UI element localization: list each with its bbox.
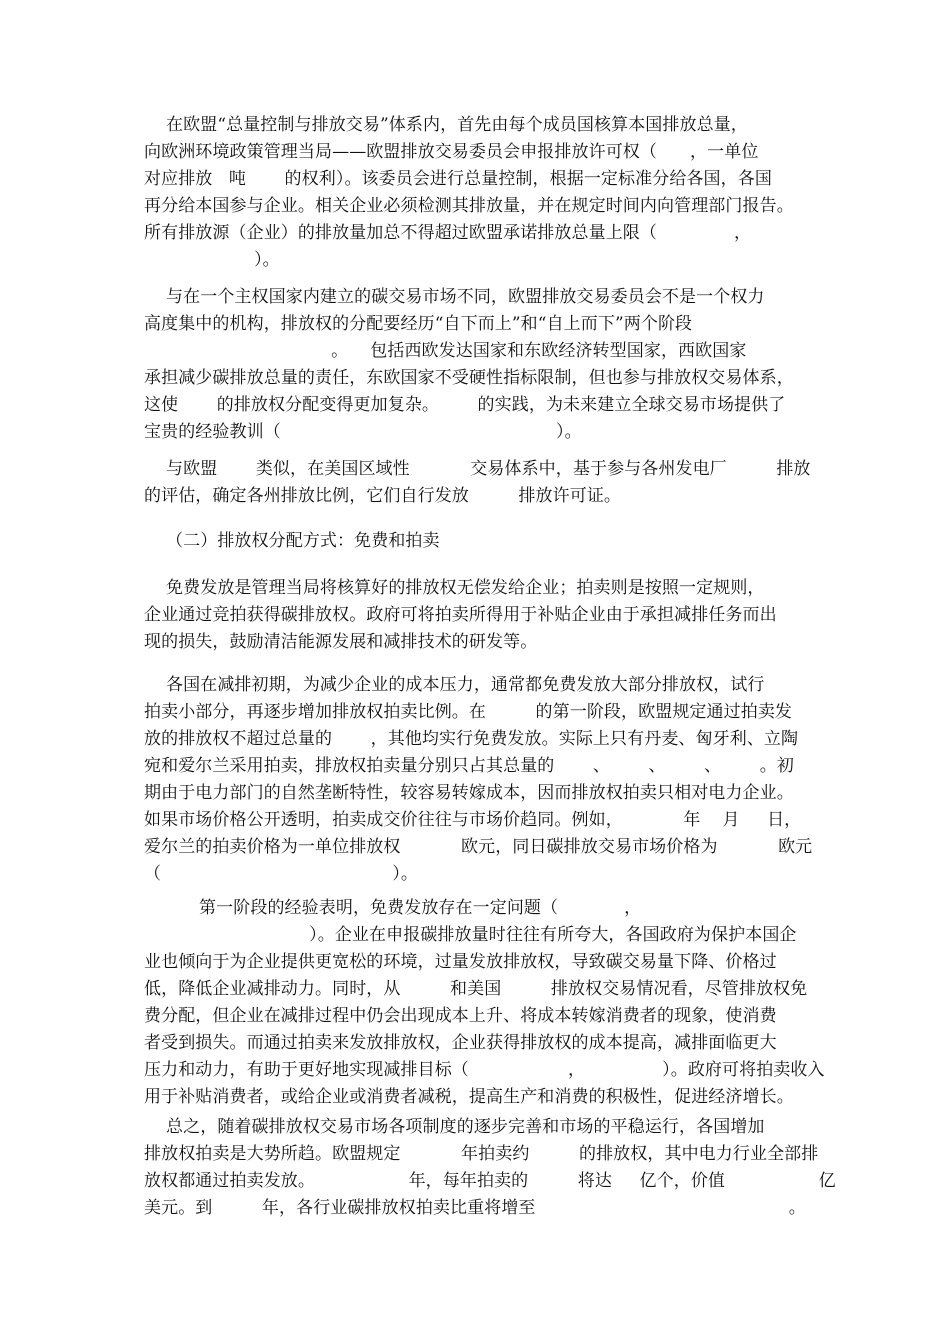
text-line: 这使 的排放权分配变得更加复杂。 的实践，为未来建立全球交易市场提供了 <box>144 395 786 415</box>
text-line: 美元。到 年，各行业碳排放权拍卖比重将增至 。 <box>144 1198 806 1218</box>
text-line: 。 包括西欧发达国家和东欧经济转型国家，西欧国家 <box>144 341 747 361</box>
paragraph-us-regional <box>144 456 809 510</box>
text-line: 业也倾向于为企业提供更宽松的环境，过量发放排放权，导致碳交易量下降、价格过 <box>144 952 777 972</box>
text-line: 在欧盟“总量控制与排放交易”体系内，首先由每个成员国核算本国排放总量， <box>144 115 748 135</box>
text-line: 总之，随着碳排放权交易市场各项制度的逐步完善和市场的平稳运行，各国增加 <box>144 1117 765 1137</box>
text-line: 期由于电力部门的自然垄断特性，较容易转嫁成本，因而排放权拍卖只相对电力企业。 <box>144 783 794 803</box>
text-line: 对应排放 吨 的权利）。该委员会进行总量控制，根据一定标准分给各国，各国 <box>144 169 772 189</box>
text-line: 压力和动力，有助于更好地实现减排目标（ ， ）。政府可将拍卖收入 <box>144 1060 825 1080</box>
text-line: 宛和爱尔兰采用拍卖，排放权拍卖量分别只占其总量的 、 、 、 。初 <box>144 756 795 776</box>
text-line: 宝贵的经验教训（ ）。 <box>144 422 582 442</box>
text-line: 向欧洲环境政策管理当局——欧盟排放交易委员会申报排放许可权（ ，一单位 <box>144 142 759 162</box>
text-line: 所有排放源（企业）的排放量加总不得超过欧盟承诺排放总量上限（ ， <box>144 223 752 243</box>
text-line: 排放权拍卖是大势所趋。欧盟规定 年拍卖约 的排放权，其中电力行业全部排 <box>144 1144 819 1164</box>
text-line: 第一阶段的经验表明，免费发放存在一定问题（ ， <box>144 898 642 918</box>
section-heading: （二）排放权分配方式：免费和拍卖 <box>144 531 440 551</box>
paragraph-first-phase-lessons <box>144 895 825 1111</box>
text-line: 承担减少碳排放总量的责任，东欧国家不受硬性指标限制，但也参与排放权交易体系， <box>144 368 794 388</box>
paragraph-free-vs-auction <box>144 575 809 656</box>
text-line: 用于补贴消费者，或给企业或消费者减税，提高生产和消费的积极性，促进经济增长。 <box>144 1087 794 1107</box>
text-line: 者受到损失。而通过拍卖来发放排放权，企业获得排放权的成本提高，减排面临更大 <box>144 1033 777 1053</box>
text-line: ）。 <box>144 250 280 270</box>
text-line: 费分配，但企业在减排过程中仍会出现成本上升、将成本转嫁消费者的现象，使消费 <box>144 1006 777 1026</box>
text-line: 爱尔兰的拍卖价格为一单位排放权 欧元，同日碳排放交易市场价格为 欧元 <box>144 837 813 857</box>
paragraph-eu-allocation-stages <box>144 284 809 446</box>
paragraph-conclusion <box>144 1114 836 1222</box>
text-line: （ ）。 <box>144 864 418 884</box>
text-line: 拍卖小部分，再逐步增加排放权拍卖比例。在 的第一阶段，欧盟规定通过拍卖发 <box>144 702 793 722</box>
text-line: 再分给本国参与企业。相关企业必须检测其排放量，并在规定时间内向管理部门报告。 <box>144 196 794 216</box>
text-line: 放的排放权不超过总量的 ，其他均实行免费发放。实际上只有丹麦、匈牙利、立陶 <box>144 729 799 749</box>
text-line: 现的损失，鼓励清洁能源发展和减排技术的研发等。 <box>144 632 538 652</box>
paragraph-initial-phase <box>144 672 813 888</box>
text-line: 如果市场价格公开透明，拍卖成交价往往与市场价趋同。例如， 年 月 日， <box>144 810 802 830</box>
text-line: 企业通过竞拍获得碳排放权。政府可将拍卖所得用于补贴企业由于承担减排任务而出 <box>144 605 777 625</box>
text-line: 低，降低企业减排动力。同时，从 和美国 排放权交易情况看，尽管排放权免 <box>144 979 808 999</box>
text-line: 高度集中的机构，排放权的分配要经历“自下而上”和“自上而下”两个阶段 <box>144 314 693 334</box>
text-line: 免费发放是管理当局将核算好的排放权无偿发给企业；拍卖则是按照一定规则， <box>144 578 765 598</box>
text-line: 的评估，确定各州排放比例，它们自行发放 排放许可证。 <box>144 486 622 506</box>
text-line: ）。企业在申报碳排放量时往往有所夸大，各国政府为保护本国企 <box>144 925 797 945</box>
text-line: 与在一个主权国家内建立的碳交易市场不同，欧盟排放交易委员会不是一个权力 <box>144 287 765 307</box>
section-heading-allocation-methods <box>144 528 809 555</box>
text-line: 与欧盟 类似，在美国区域性 交易体系中，基于参与各州发电厂 排放 <box>144 459 811 479</box>
text-line: 放权都通过拍卖发放。 年，每年拍卖的 将达 亿个，价值 亿 <box>144 1171 836 1191</box>
paragraph-eu-cap-and-trade <box>144 112 809 274</box>
text-line: 各国在减排初期，为减少企业的成本压力，通常都免费发放大部分排放权，试行 <box>144 675 765 695</box>
